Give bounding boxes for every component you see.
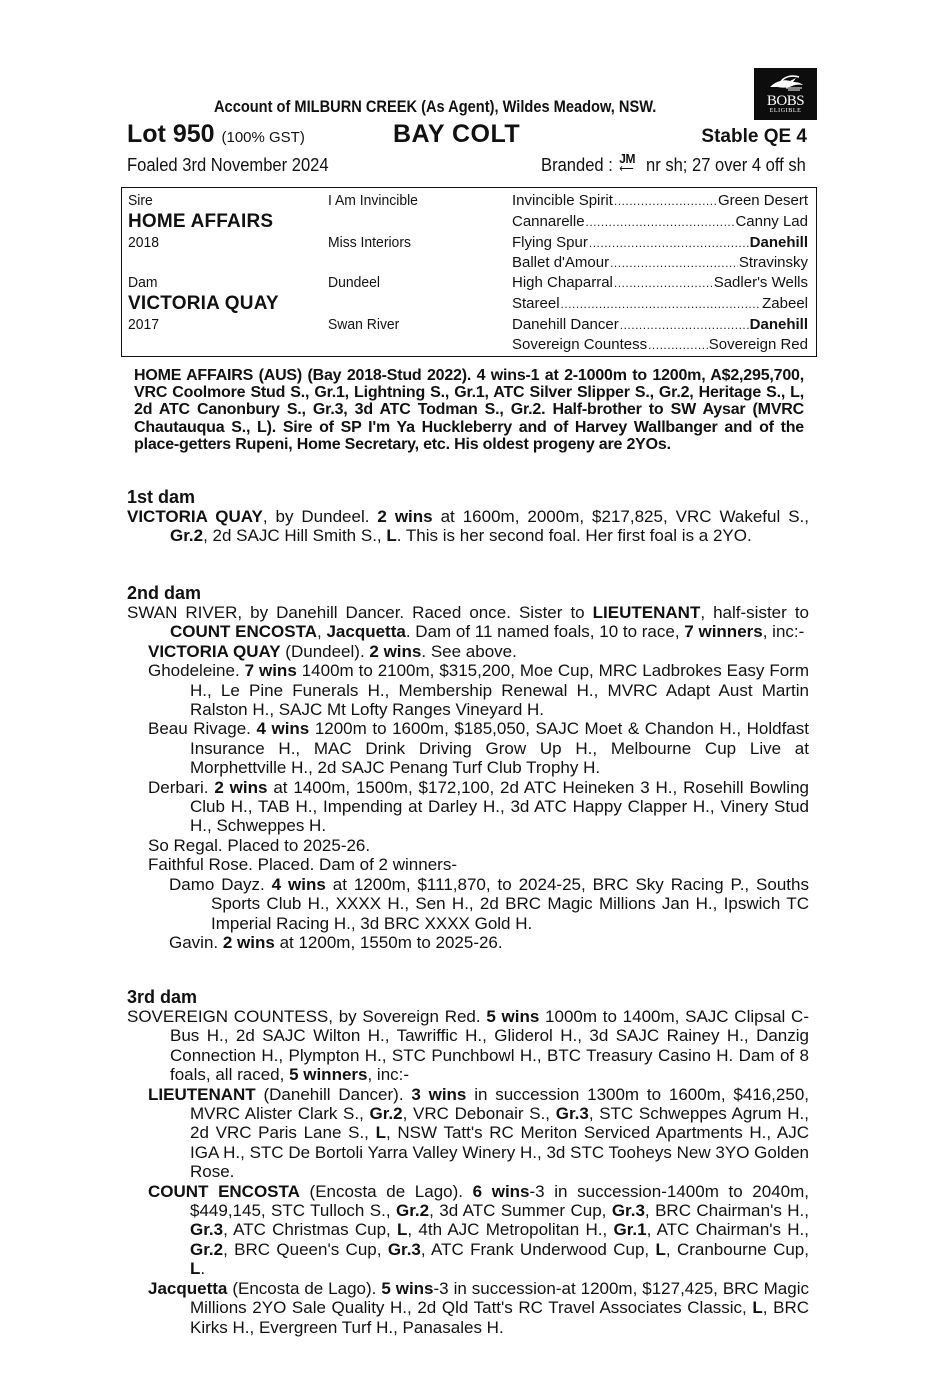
grade-badge: Gr.2 bbox=[190, 1239, 224, 1259]
wins-count: 5 wins bbox=[381, 1278, 434, 1298]
third-dam-heading: 3rd dam bbox=[127, 987, 198, 1007]
grade-badge: Gr.2 bbox=[396, 1201, 430, 1221]
pedigree-g3-row bbox=[512, 295, 808, 312]
pedigree-table bbox=[121, 187, 817, 357]
progeny-name: COUNT ENCOSTA bbox=[148, 1181, 300, 1201]
progeny-entry bbox=[127, 855, 809, 874]
progeny-entry-jacquetta bbox=[127, 1279, 809, 1337]
third-dam-intro bbox=[127, 1007, 809, 1085]
progeny-entry-count-encosta bbox=[127, 1182, 809, 1279]
pedigree-g3-row bbox=[512, 254, 808, 271]
horse-head-logo-icon bbox=[766, 73, 806, 93]
progeny-name: Ghodeleine. bbox=[148, 661, 240, 681]
text: , BRC Chairman's H., bbox=[644, 1201, 809, 1221]
text: Placed. Dam of 2 winners- bbox=[252, 855, 457, 875]
progeny-entry-lieutenant bbox=[127, 1085, 809, 1182]
bobs-eligible-logo bbox=[754, 68, 817, 120]
progeny-entry bbox=[127, 778, 809, 836]
text: . See above. bbox=[421, 641, 517, 661]
progeny-name: LIEUTENANT bbox=[148, 1084, 256, 1104]
leader-dots bbox=[610, 254, 738, 271]
progeny-name: So Regal. bbox=[148, 835, 223, 855]
g3-name: High Chaparral bbox=[512, 274, 613, 291]
grade-badge: Gr.1 bbox=[613, 1220, 647, 1240]
text: , NSW Tatt's RC Meriton Serviced Apartments H., AJC IGA H., STC De Bortoli Yarra Valley Winery H., 3d STC Tooheys New 3YO Golden Rose. bbox=[190, 1123, 809, 1182]
second-dam-section bbox=[127, 583, 809, 952]
text: (Encosta de Lago). bbox=[299, 1181, 473, 1201]
wins-count: 2 wins bbox=[377, 507, 433, 526]
text: , VRC Debonair S., bbox=[402, 1104, 556, 1124]
text: 1200m to 1600m, $185,050, SAJC Moet & Chandon H., Holdfast Insurance H., MAC Drink Driving Grow Up H., Melbourne Cup Live at Morphettville H., 2d SAJC Penang Turf Club Trophy H. bbox=[190, 719, 809, 778]
gst-note: (100% GST) bbox=[221, 129, 305, 146]
logo-text-bobs: BOBS bbox=[766, 93, 805, 109]
text: -3 in succession-at 1200m, $127,425, BRC Magic Millions 2YO Sale Quality H., 2d Qld Tatt's RC Travel Associates Classic, bbox=[190, 1278, 809, 1318]
text: . bbox=[200, 1259, 206, 1279]
grade-badge: Gr.3 bbox=[555, 1104, 589, 1124]
leader-dots bbox=[561, 295, 762, 312]
pedigree-g3-row bbox=[512, 234, 808, 251]
g3-sire: Zabeel bbox=[762, 295, 808, 312]
progeny-name: Derbari. bbox=[148, 777, 209, 797]
vendor-account: Account of MILBURN CREEK (As Agent), Wildes Meadow, NSW. bbox=[214, 97, 657, 116]
third-dam-section bbox=[127, 987, 809, 1337]
text bbox=[265, 875, 272, 894]
grade-badge: Gr.2 bbox=[170, 526, 204, 546]
text: , Cranbourne Cup, bbox=[665, 1239, 809, 1259]
pedigree-g3-row bbox=[512, 192, 808, 209]
text: at 1600m, 2000m, $217,825, VRC Wakeful S., bbox=[432, 507, 809, 526]
dam-sire: Dundeel bbox=[328, 274, 380, 291]
second-dam-heading: 2nd dam bbox=[127, 583, 202, 603]
progeny-name: Damo Dayz. bbox=[169, 874, 265, 894]
winners-count: 7 winners bbox=[684, 622, 763, 642]
wins-count: 6 wins bbox=[472, 1181, 530, 1201]
winners-count: 5 winners bbox=[289, 1065, 368, 1085]
text: SWAN RIVER, by Danehill Dancer. Raced once. Sister to bbox=[127, 603, 593, 622]
pedigree-g3-row bbox=[512, 213, 808, 230]
text: (Danehill Dancer). bbox=[255, 1084, 412, 1104]
dam-year: 2017 bbox=[128, 316, 160, 333]
g3-name: Cannarelle bbox=[512, 213, 585, 230]
text: , 4th AJC Metropolitan H., bbox=[407, 1220, 614, 1240]
progeny-name: Beau Rivage. bbox=[148, 719, 251, 739]
text: . Dam of 11 named foals, 10 to race, bbox=[405, 622, 685, 642]
wins-count: 7 wins bbox=[244, 661, 297, 681]
wins-count: 4 wins bbox=[271, 874, 326, 894]
pedigree-g3-row bbox=[512, 274, 808, 291]
wins-count: 2 wins bbox=[222, 932, 275, 952]
leader-dots bbox=[589, 234, 749, 251]
progeny-entry bbox=[127, 661, 809, 719]
grand-progeny-entry bbox=[127, 933, 809, 952]
text: , 3d ATC Summer Cup, bbox=[429, 1201, 612, 1221]
grade-badge: L bbox=[386, 526, 397, 546]
branded-label: Branded : bbox=[541, 155, 613, 175]
brand-description bbox=[541, 151, 806, 176]
text: , ATC Frank Underwood Cup, bbox=[420, 1239, 656, 1259]
horse-name: COUNT ENCOSTA bbox=[170, 622, 318, 642]
brand-mark-icon bbox=[618, 151, 642, 175]
lot-label: Lot 950 bbox=[127, 120, 215, 148]
progeny-name: Faithful Rose. bbox=[148, 855, 253, 875]
dam-name: VICTORIA QUAY bbox=[128, 293, 279, 314]
text: 1000m to 1400m, SAJC Clipsal C-Bus H., 2d SAJC Wilton H., Tawriffic H., Gliderol H., 3d SAJC Rainey H., Danzig Connection H., Plympton H., STC Punchbowl H., BTC Treasury Casino H. Dam of 8 foals, all raced, bbox=[170, 1007, 809, 1085]
dam-label: Dam bbox=[128, 274, 158, 291]
horse-description: BAY COLT bbox=[393, 120, 521, 148]
sire-dam: Miss Interiors bbox=[328, 234, 411, 251]
dam-name: VICTORIA QUAY bbox=[127, 507, 263, 526]
grade-badge: Gr.3 bbox=[611, 1201, 645, 1221]
grand-progeny-entry bbox=[127, 875, 809, 933]
branded-text: nr sh; 27 over 4 off sh bbox=[646, 155, 806, 175]
wins-count: 3 wins bbox=[411, 1084, 467, 1104]
sire-sire: I Am Invincible bbox=[328, 192, 418, 209]
first-dam-section bbox=[127, 487, 809, 546]
progeny-entry bbox=[127, 642, 809, 661]
grade-badge: Gr.3 bbox=[190, 1220, 224, 1240]
text: in succession 1300m to 1600m, $416,250, MVRC Alister Clark S., bbox=[190, 1084, 809, 1124]
text: , inc:- bbox=[762, 622, 805, 642]
progeny-entry bbox=[127, 836, 809, 855]
text: at 1200m, $111,870, to 2024-25, BRC Sky Racing P., Souths Sports Club H., XXXX H., Sen H., 2d BRC Magic Millions Jan H., Ipswich TC Imperial Racing H., 3d BRC XXXX Gold H. bbox=[211, 874, 809, 933]
leader-dots bbox=[620, 316, 749, 333]
text: (Dundeel). bbox=[280, 641, 370, 661]
g3-sire: Danehill bbox=[749, 234, 808, 251]
text: at 1200m, 1550m to 2025-26. bbox=[274, 932, 503, 952]
text: , bbox=[317, 622, 327, 642]
g3-name: Stareel bbox=[512, 295, 560, 312]
text: 1400m to 2100m, $315,200, Moe Cup, MRC Ladbrokes Easy Form H., Le Pine Funerals H., Membership Renewal H., MVRC Adapt Aust Martin Ralston H., SAJC Mt Lofty Ranges Vineyard H. bbox=[190, 661, 809, 720]
grade-badge: L bbox=[397, 1220, 408, 1240]
g3-sire: Sovereign Red bbox=[708, 336, 808, 353]
pedigree-g3-row bbox=[512, 316, 808, 333]
g3-sire: Canny Lad bbox=[735, 213, 808, 230]
second-dam-intro bbox=[127, 603, 809, 642]
lot-header bbox=[127, 120, 812, 150]
text: (Encosta de Lago). bbox=[227, 1278, 382, 1298]
grade-badge: L bbox=[655, 1239, 666, 1259]
text: SOVEREIGN COUNTESS, by Sovereign Red. bbox=[127, 1007, 487, 1026]
text: , half-sister to bbox=[700, 603, 809, 622]
brand-mark-letters: JM bbox=[619, 151, 636, 166]
text: , 2d SAJC Hill Smith S., bbox=[203, 526, 387, 546]
grade-badge: L bbox=[752, 1298, 763, 1318]
text: , BRC Queen's Cup, bbox=[223, 1239, 388, 1259]
sire-summary: HOME AFFAIRS (AUS) (Bay 2018-Stud 2022). 4 wins-1 at 2-1000m to 1200m, A$2,295,700, VRC Coolmore Stud S., Gr.1, Lightning S., Gr.1, ATC Silver Slipper S., Gr.2, Heritage S., L, 2d ATC Canonbury S., Gr.3, 3d ATC Todman S., Gr.2. Half-brother to SW Aysar (MVRC Chautauqua S., L). Sire of SP I'm Ya Huckleberry and of Harvey Wallbanger and of the place-getters Rupeni, Home Secretary, etc. His oldest progeny are 2YOs. bbox=[134, 367, 804, 453]
text: at 1400m, 1500m, $172,100, 2d ATC Heineken 3 H., Rosehill Bowling Club H., TAB H., Impending at Darley H., 3d ATC Happy Clapper H., Vinery Stud H., Schweppes H. bbox=[190, 777, 809, 836]
leader-dots bbox=[648, 336, 708, 353]
progeny-name: VICTORIA QUAY bbox=[148, 641, 281, 661]
grade-badge: L bbox=[375, 1123, 386, 1143]
lot-number bbox=[127, 120, 305, 149]
foaled-date: Foaled 3rd November 2024 bbox=[127, 155, 329, 175]
text: , BRC Kirks H., Evergreen Turf H., Panasales H. bbox=[190, 1298, 809, 1337]
text: , ATC Chairman's H., bbox=[646, 1220, 809, 1240]
g3-sire: Sadler's Wells bbox=[713, 274, 808, 291]
progeny-entry bbox=[127, 719, 809, 777]
text: Placed to 2025-26. bbox=[222, 835, 371, 855]
text: , ATC Christmas Cup, bbox=[223, 1220, 398, 1240]
grade-badge: Gr.2 bbox=[369, 1104, 403, 1124]
g3-name: Sovereign Countess bbox=[512, 336, 648, 353]
progeny-name: Jacquetta bbox=[148, 1278, 228, 1298]
g3-sire: Green Desert bbox=[717, 192, 808, 209]
first-dam-entry bbox=[127, 507, 809, 546]
sire-label: Sire bbox=[128, 192, 153, 209]
g3-sire: Danehill bbox=[749, 316, 808, 333]
stable-location: Stable QE 4 bbox=[701, 126, 807, 147]
wins-count: 2 wins bbox=[369, 641, 422, 661]
sire-name: HOME AFFAIRS bbox=[128, 211, 274, 232]
g3-sire: Stravinsky bbox=[738, 254, 808, 271]
text: , STC Schweppes Agrum H., 2d VRC Paris Lane S., bbox=[190, 1104, 809, 1143]
leader-dots bbox=[586, 213, 735, 230]
leader-dots bbox=[614, 274, 713, 291]
progeny-name: Gavin. bbox=[169, 932, 219, 952]
leader-dots bbox=[614, 192, 717, 209]
horse-name: Jacquetta bbox=[326, 622, 406, 642]
first-dam-heading: 1st dam bbox=[127, 487, 196, 507]
grade-badge: L bbox=[190, 1259, 201, 1279]
text: , by Dundeel. bbox=[262, 507, 378, 526]
text: -3 in succession-1400m to 2040m, $449,145, STC Tulloch S., bbox=[190, 1181, 809, 1221]
wins-count: 5 wins bbox=[486, 1007, 540, 1026]
g3-name: Danehill Dancer bbox=[512, 316, 619, 333]
pedigree-g3-row bbox=[512, 336, 808, 353]
grade-badge: Gr.3 bbox=[387, 1239, 421, 1259]
g3-name: Ballet d'Amour bbox=[512, 254, 610, 271]
brand-arrow-icon: ⟵ bbox=[619, 163, 634, 175]
dam-dam: Swan River bbox=[328, 316, 400, 333]
text: , inc:- bbox=[367, 1065, 410, 1085]
logo-text-eligible: ELIGIBLE bbox=[769, 108, 802, 114]
sire-year: 2018 bbox=[128, 234, 160, 251]
g3-name: Flying Spur bbox=[512, 234, 588, 251]
horse-name: LIEUTENANT bbox=[592, 603, 701, 622]
wins-count: 2 wins bbox=[214, 777, 268, 797]
text: . This is her second foal. Her first foal is a 2YO. bbox=[396, 526, 752, 546]
wins-count: 4 wins bbox=[256, 719, 310, 739]
g3-name: Invincible Spirit bbox=[512, 192, 613, 209]
